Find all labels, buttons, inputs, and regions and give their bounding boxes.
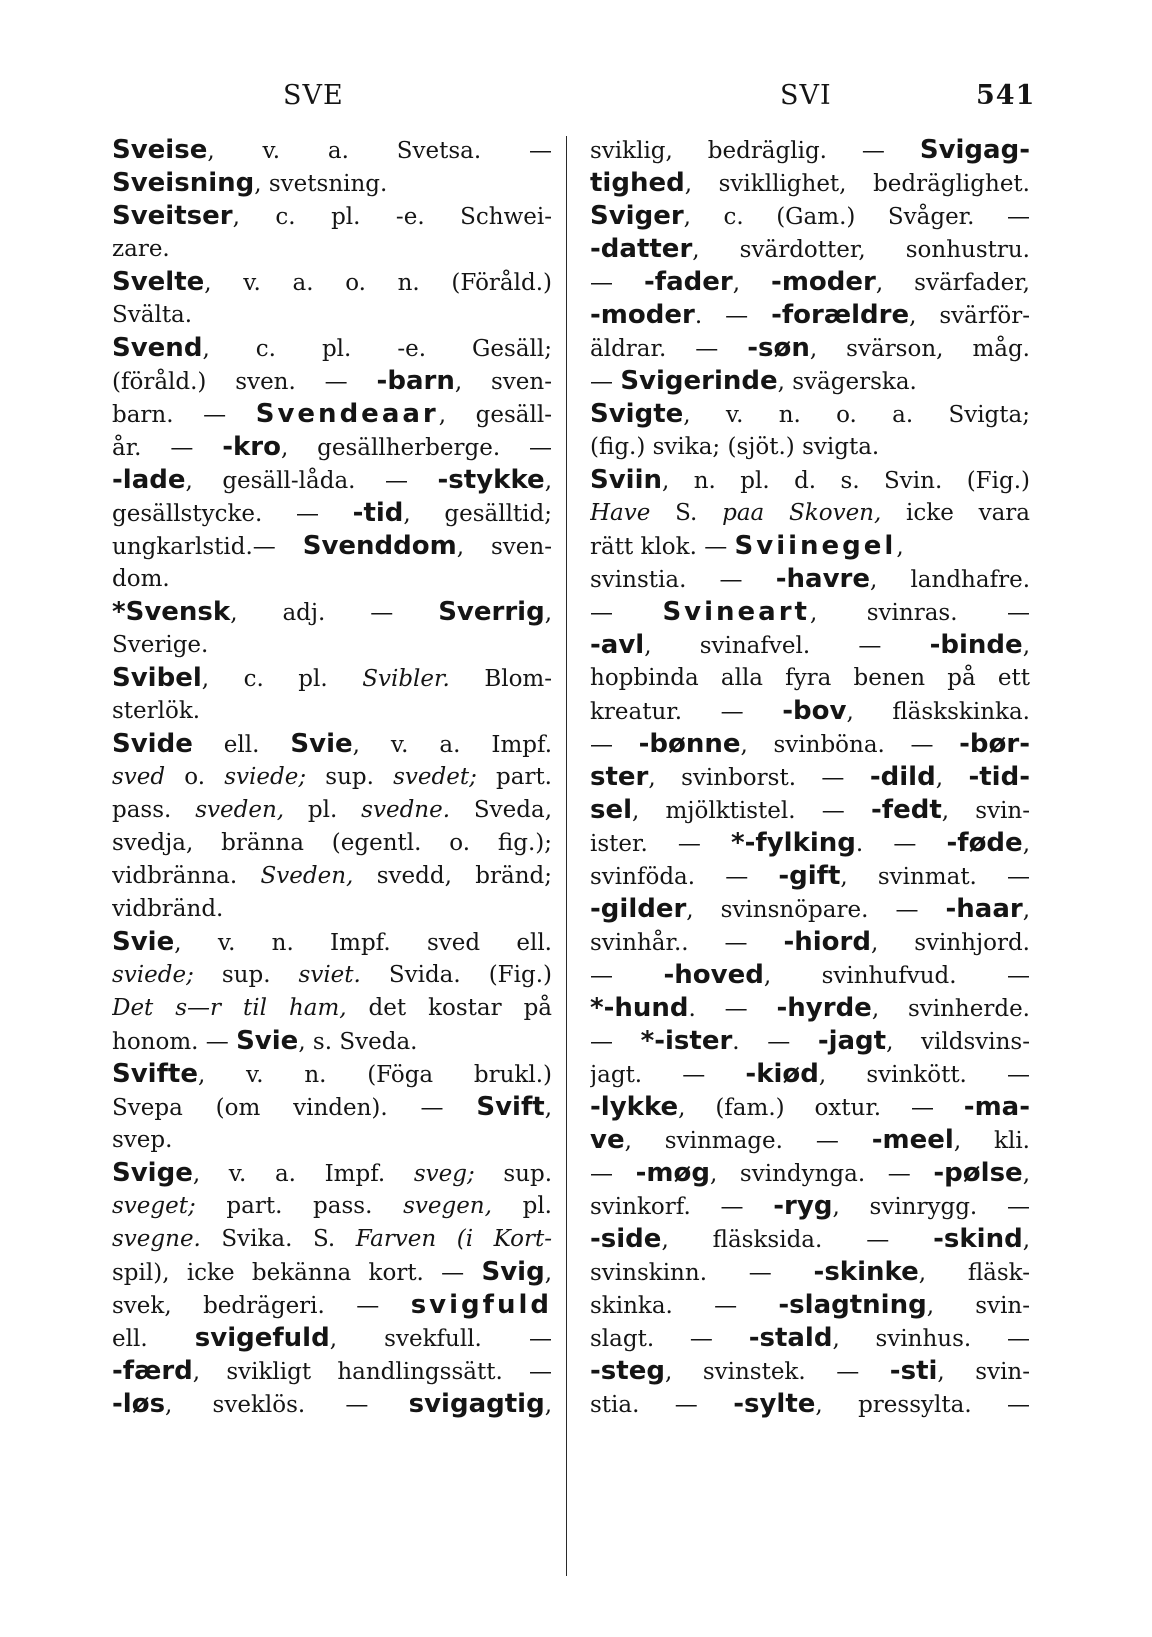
right-column-line: kreatur. — -bov, fläskskinka.: [590, 696, 1030, 726]
right-column-line: — *-ister. — -jagt, vildsvins-: [590, 1026, 1030, 1056]
right-column-line: -gilder, svinsnöpare. — -haar,: [590, 894, 1030, 924]
right-column-line: äldrar. — -søn, svärson, måg.: [590, 333, 1030, 363]
right-column-line: — -møg, svindynga. — -pølse,: [590, 1158, 1030, 1188]
left-column-line: vidbränna. Sveden, svedd, bränd;: [112, 863, 552, 889]
left-column-line: Svibel, c. pl. Svibler. Blom-: [112, 663, 552, 693]
left-column-line: sved o. sviede; sup. svedet; part.: [112, 764, 552, 790]
column-divider: [566, 136, 567, 1576]
right-column-line: ve, svinmage. — -meel, kli.: [590, 1125, 1030, 1155]
left-column-line: Svie, v. n. Impf. sved ell.: [112, 927, 552, 957]
running-head-center: SVI: [780, 80, 832, 111]
left-column-line: Svälta.: [112, 302, 193, 328]
left-column-line: gesällstycke. — -tid, gesälltid;: [112, 498, 552, 528]
left-column-line: -lade, gesäll-låda. — -stykke,: [112, 465, 552, 495]
right-column-line: svinstia. — -havre, landhafre.: [590, 564, 1030, 594]
left-column-line: Svige, v. a. Impf. sveg; sup.: [112, 1158, 552, 1188]
right-column-line: -side, fläsksida. — -skind,: [590, 1224, 1030, 1254]
left-column-line: pass. sveden, pl. svedne. Sveda,: [112, 797, 552, 823]
right-column-line: — -hoved, svinhufvud. —: [590, 960, 1030, 990]
left-column-line: Sveitser, c. pl. -e. Schwei-: [112, 201, 552, 231]
right-column-line: Have S. paa Skoven, icke vara: [590, 500, 1030, 526]
left-column-line: svegne. Svika. S. Farven (i Kort-: [112, 1226, 552, 1252]
left-column-line: Svelte, v. a. o. n. (Föråld.): [112, 267, 552, 297]
right-column-line: ister. — *-fylking. — -føde,: [590, 828, 1030, 858]
right-column-line: — -fader, -moder, svärfader,: [590, 267, 1030, 297]
left-column-line: Svepa (om vinden). — Svift,: [112, 1092, 552, 1122]
left-column: [112, 134, 552, 1421]
right-column-line: hopbinda alla fyra benen på ett: [590, 665, 1030, 691]
right-column-line: rätt klok. — Sviinegel,: [590, 531, 904, 561]
right-column-line: Svigte, v. n. o. a. Svigta;: [590, 399, 1030, 429]
right-column-line: — -bønne, svinböna. — -bør-: [590, 729, 1030, 759]
right-column-line: -avl, svinafvel. — -binde,: [590, 630, 1030, 660]
right-column-line: *-hund. — -hyrde, svinherde.: [590, 993, 1030, 1023]
left-column-line: zare.: [112, 236, 170, 262]
left-column-line: svep.: [112, 1127, 173, 1153]
left-column-line: Svifte, v. n. (Föga brukl.): [112, 1059, 552, 1089]
left-column-line: Sverige.: [112, 632, 209, 658]
right-column-line: tighed, svikllighet, bedräglighet.: [590, 168, 1030, 198]
right-column: [590, 134, 1030, 1421]
left-column-line: Svend, c. pl. -e. Gesäll;: [112, 333, 552, 363]
left-column-line: dom.: [112, 566, 170, 592]
right-column-line: svinskinn. — -skinke, fläsk-: [590, 1257, 1030, 1287]
page-number: 541: [976, 80, 1036, 111]
left-column-line: -løs, sveklös. — svigagtig,: [112, 1389, 552, 1419]
right-column-line: svinhår.. — -hiord, svinhjord.: [590, 927, 1030, 957]
right-column-line: -moder. — -forældre, svärför-: [590, 300, 1030, 330]
left-column-line: ell. svigefuld, svekfull. —: [112, 1323, 552, 1353]
right-column-line: svinkorf. — -ryg, svinrygg. —: [590, 1191, 1030, 1221]
right-column-line: ster, svinborst. — -dild, -tid-: [590, 762, 1030, 792]
left-column-line: spil), icke bekänna kort. — Svig,: [112, 1257, 552, 1287]
right-column-line: Sviger, c. (Gam.) Svåger. —: [590, 201, 1030, 231]
left-column-line: vidbränd.: [112, 896, 224, 922]
right-column-line: -lykke, (fam.) oxtur. — -ma-: [590, 1092, 1030, 1122]
left-column-line: barn. — Svendeaar, gesäll-: [112, 399, 552, 429]
left-column-line: år. — -kro, gesällherberge. —: [112, 432, 552, 462]
right-column-line: sviklig, bedräglig. — Svigag-: [590, 135, 1030, 165]
left-column-line: -færd, svikligt handlingssätt. —: [112, 1356, 552, 1386]
left-column-line: Svide ell. Svie, v. a. Impf.: [112, 729, 552, 759]
left-column-line: svedja, bränna (egentl. o. fig.);: [112, 830, 552, 856]
left-column-line: sterlök.: [112, 698, 201, 724]
left-column-line: Sveisning, svetsning.: [112, 168, 388, 198]
left-column-line: svek, bedrägeri. — svigfuld: [112, 1290, 552, 1320]
right-column-line: sel, mjölktistel. — -fedt, svin-: [590, 795, 1030, 825]
left-column-line: sveget; part. pass. svegen, pl.: [112, 1193, 552, 1219]
left-column-line: Det s—r til ham, det kostar på: [112, 995, 552, 1021]
left-column-line: *Svensk, adj. — Sverrig,: [112, 597, 552, 627]
right-column-line: -datter, svärdotter, sonhustru.: [590, 234, 1030, 264]
left-column-line: ungkarlstid.— Svenddom, sven-: [112, 531, 552, 561]
right-column-line: skinka. — -slagtning, svin-: [590, 1290, 1030, 1320]
right-column-line: svinföda. — -gift, svinmat. —: [590, 861, 1030, 891]
right-column-line: stia. — -sylte, pressylta. —: [590, 1389, 1030, 1419]
right-column-line: — Svigerinde, svägerska.: [590, 366, 917, 396]
right-column-line: Sviin, n. pl. d. s. Svin. (Fig.): [590, 465, 1030, 495]
right-column-line: -steg, svinstek. — -sti, svin-: [590, 1356, 1030, 1386]
left-column-line: (föråld.) sven. — -barn, sven-: [112, 366, 552, 396]
right-column-line: — Svineart, svinras. —: [590, 597, 1030, 627]
left-column-line: honom. — Svie, s. Sveda.: [112, 1026, 418, 1056]
right-column-line: jagt. — -kiød, svinkött. —: [590, 1059, 1030, 1089]
right-column-line: (fig.) svika; (sjöt.) svigta.: [590, 434, 880, 460]
running-head-left: SVE: [283, 80, 344, 111]
left-column-line: Sveise, v. a. Svetsa. —: [112, 135, 552, 165]
left-column-line: sviede; sup. sviet. Svida. (Fig.): [112, 962, 552, 988]
right-column-line: slagt. — -stald, svinhus. —: [590, 1323, 1030, 1353]
